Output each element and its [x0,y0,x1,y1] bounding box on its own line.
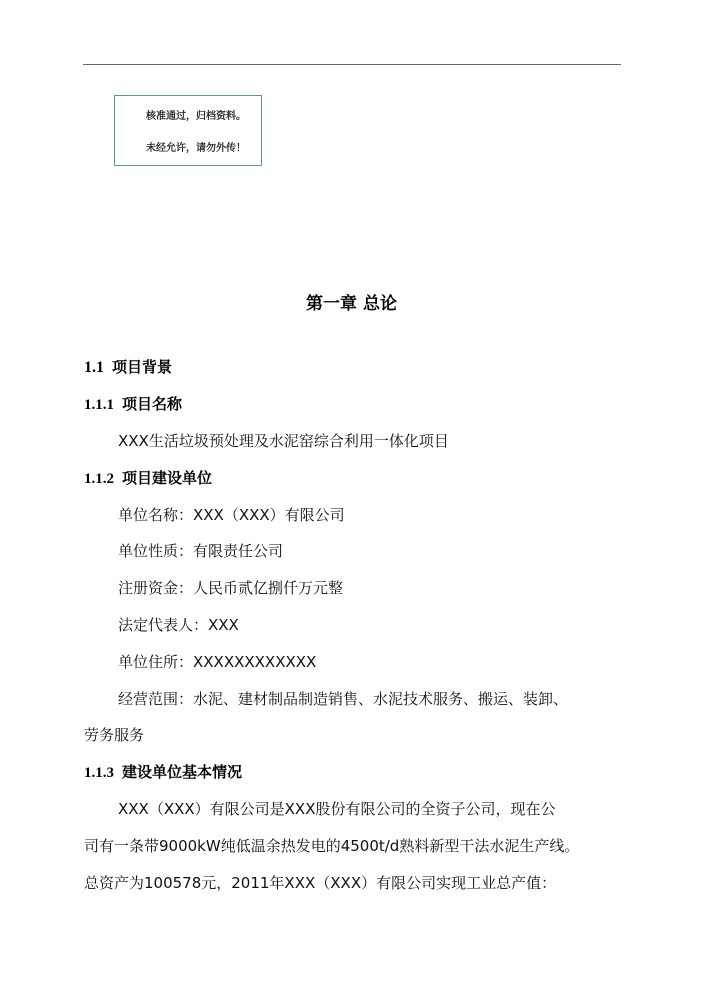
unit-scope-line1: 经营范围：水泥、建材制品制造销售、水泥技术服务、搬运、装卸、 [118,690,569,708]
stamp-line-approved: 核准通过，归档资料。 [146,111,246,122]
situation-line1: XXX（XXX）有限公司是XXX股份有限公司的全资子公司，现在公 [118,800,556,818]
section-number: 1.1 [84,359,104,376]
unit-nature: 单位性质：有限责任公司 [118,542,284,560]
section-title: 项目背景 [112,358,173,376]
project-name-text: XXX生活垃圾预处理及水泥窑综合利用一体化项目 [118,432,449,450]
header-rule [83,64,621,65]
unit-representative: 法定代表人：XXX [118,616,239,634]
section-number: 1.1.2 [84,471,114,487]
section-heading-1-1-3 [84,761,242,782]
approval-stamp [114,95,262,166]
unit-address: 单位住所：XXXXXXXXXXXX [118,653,317,671]
situation-line2: 司有一条带9000kW纯低温余热发电的4500t/d熟料新型干法水泥生产线。 [84,837,580,855]
unit-name: 单位名称：XXX（XXX）有限公司 [118,506,345,524]
section-heading-1-1 [84,356,172,377]
section-title: 项目名称 [122,395,183,413]
section-number: 1.1.1 [84,397,114,413]
stamp-line-confidential: 未经允许，请勿外传！ [146,143,246,154]
unit-capital: 注册资金：人民币贰亿捌仟万元整 [118,579,344,597]
section-heading-1-1-2 [84,467,212,488]
unit-scope-line2: 劳务服务 [84,726,145,744]
section-title: 项目建设单位 [122,469,213,487]
section-heading-1-1-1 [84,393,182,414]
chapter-title: 第一章 总论 [306,294,397,314]
section-title: 建设单位基本情况 [122,763,243,781]
situation-line3: 总资产为100578元，2011年XXX（XXX）有限公司实现工业总产值： [84,874,557,892]
section-number: 1.1.3 [84,765,114,781]
